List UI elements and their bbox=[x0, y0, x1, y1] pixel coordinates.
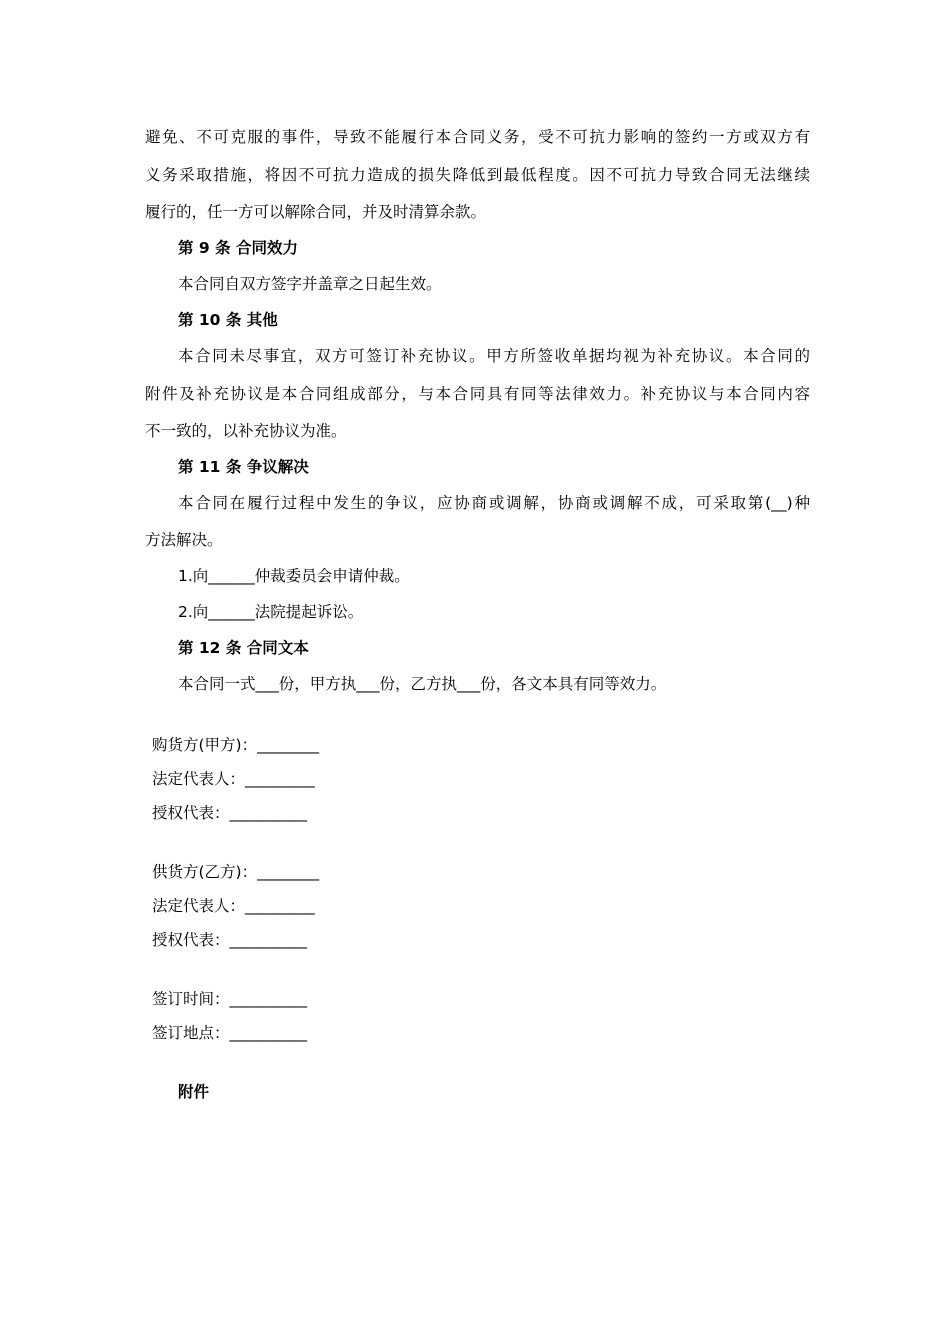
buyer-line: 购货方(甲方)：________ bbox=[152, 736, 320, 754]
article-11-heading: 第 11 条 争议解决 bbox=[178, 458, 309, 476]
article-12-body: 本合同一式___份，甲方执___份，乙方执___份，各文本具有同等效力。 bbox=[178, 675, 667, 693]
article-9-body: 本合同自双方签字并盖章之日起生效。 bbox=[178, 275, 442, 293]
supplier-authorized-rep-line: 授权代表：__________ bbox=[152, 931, 308, 949]
article-9-heading: 第 9 条 合同效力 bbox=[178, 239, 298, 257]
supplier-line: 供货方(乙方)：________ bbox=[152, 863, 320, 881]
attachment-heading: 附件 bbox=[178, 1083, 210, 1101]
article-10-line: 本合同未尽事宜，双方可签订补充协议。甲方所签收单据均视为补充协议。本合同的 bbox=[178, 347, 810, 365]
paragraph-line: 履行的，任一方可以解除合同，并及时清算余款。 bbox=[145, 203, 487, 221]
sign-place-line: 签订地点：__________ bbox=[152, 1024, 308, 1042]
buyer-legal-rep-line: 法定代表人：_________ bbox=[152, 770, 315, 788]
article-11-option-1: 1.向______仲裁委员会申请仲裁。 bbox=[178, 567, 410, 585]
article-11-line: 方法解决。 bbox=[145, 531, 223, 549]
supplier-legal-rep-line: 法定代表人：_________ bbox=[152, 897, 315, 915]
article-10-heading: 第 10 条 其他 bbox=[178, 311, 278, 329]
article-10-line: 不一致的，以补充协议为准。 bbox=[145, 422, 347, 440]
paragraph-line: 避免、不可克服的事件，导致不能履行本合同义务，受不可抗力影响的签约一方或双方有 bbox=[145, 128, 810, 146]
buyer-authorized-rep-line: 授权代表：__________ bbox=[152, 804, 308, 822]
article-10-line: 附件及补充协议是本合同组成部分，与本合同具有同等法律效力。补充协议与本合同内容 bbox=[145, 385, 810, 403]
article-12-heading: 第 12 条 合同文本 bbox=[178, 639, 309, 657]
sign-date-line: 签订时间：__________ bbox=[152, 990, 308, 1008]
article-11-line: 本合同在履行过程中发生的争议，应协商或调解，协商或调解不成，可采取第(__)种 bbox=[178, 494, 810, 512]
article-11-option-2: 2.向______法院提起诉讼。 bbox=[178, 603, 364, 621]
paragraph-line: 义务采取措施，将因不可抗力造成的损失降低到最低程度。因不可抗力导致合同无法继续 bbox=[145, 166, 810, 184]
